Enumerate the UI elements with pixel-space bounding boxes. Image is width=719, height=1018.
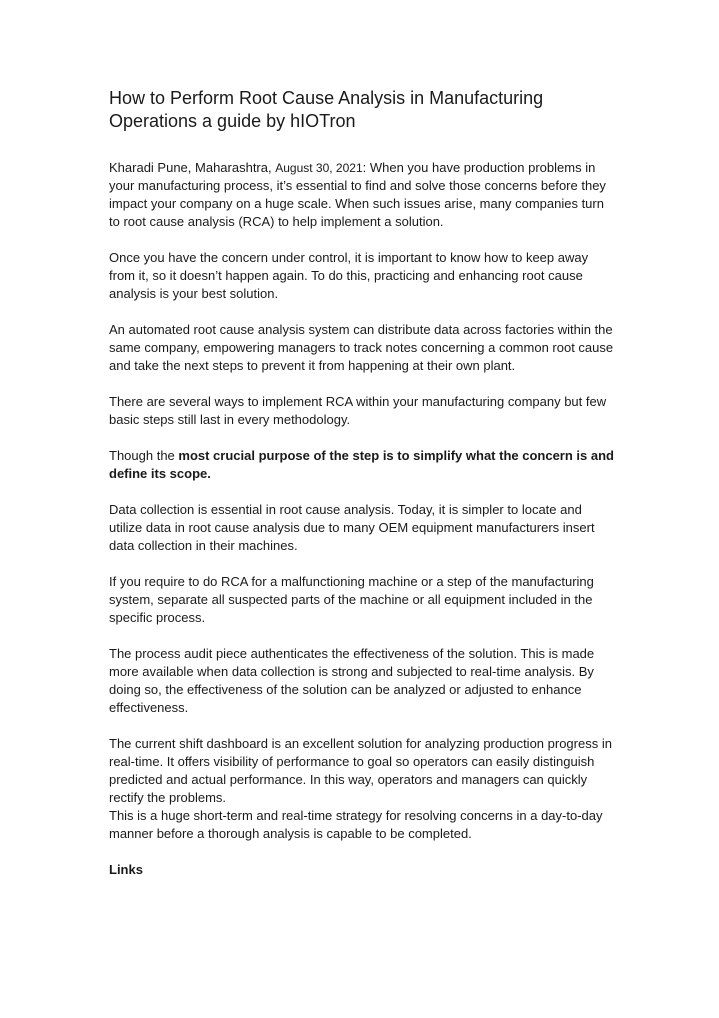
dateline-date: August 30, 2021 xyxy=(275,161,363,175)
paragraph-2: Once you have the concern under control, it is important to know how to keep away from it, so it doesn’t happen again. To do this, practicing and enhancing root cause analysis is your best solution. xyxy=(109,250,589,301)
paragraph-intro xyxy=(109,159,614,231)
links-heading: Links xyxy=(109,862,143,877)
paragraph-5-bold: most crucial purpose of the step is to simplify what the concern is and define its scope. xyxy=(109,448,614,481)
paragraph-8: The process audit piece authenticates the effectiveness of the solution. This is made more available when data collection is strong and subjected to real-time analysis. By doing so, the effectiveness of the solution can be analyzed or adjusted to enhance effectiveness. xyxy=(109,646,595,715)
paragraph-7: If you require to do RCA for a malfunctioning machine or a step of the manufacturing system, separate all suspected parts of the machine or all equipment included in the specific process. xyxy=(109,574,594,625)
intro-text: : When you have production problems in your manufacturing process, it’s essential to find and solve those concerns before they impact your company on a huge scale. When such issues arise, many companies turn to root cause analysis (RCA) to help implement a solution. xyxy=(109,160,606,229)
paragraph-10: This is a huge short-term and real-time strategy for resolving concerns in a day-to-day manner before a thorough analysis is capable to be completed. xyxy=(109,808,603,841)
paragraph-6: Data collection is essential in root cause analysis. Today, it is simpler to locate and utilize data in root cause analysis due to many OEM equipment manufacturers insert data collection in their machines. xyxy=(109,502,595,553)
paragraph-4: There are several ways to implement RCA within your manufacturing company but few basic steps still last in every methodology. xyxy=(109,394,607,427)
document-title: How to Perform Root Cause Analysis in Manufacturing Operations a guide by hIOTron xyxy=(109,88,544,131)
paragraph-5 xyxy=(109,447,614,483)
document-page xyxy=(109,87,614,897)
dateline-place: Kharadi Pune, Maharashtra, xyxy=(109,160,276,175)
paragraph-9: The current shift dashboard is an excellent solution for analyzing production progress in real-time. It offers visibility of performance to goal so operators can easily distinguish predicted and actual performance. In this way, operators and managers can quickly rectify the problems. xyxy=(109,736,612,805)
paragraph-5-lead: Though the xyxy=(109,448,179,463)
paragraph-3: An automated root cause analysis system can distribute data across factories within the same company, empowering managers to track notes concerning a common root cause and take the next steps to prevent it from happening at their own plant. xyxy=(109,322,614,373)
